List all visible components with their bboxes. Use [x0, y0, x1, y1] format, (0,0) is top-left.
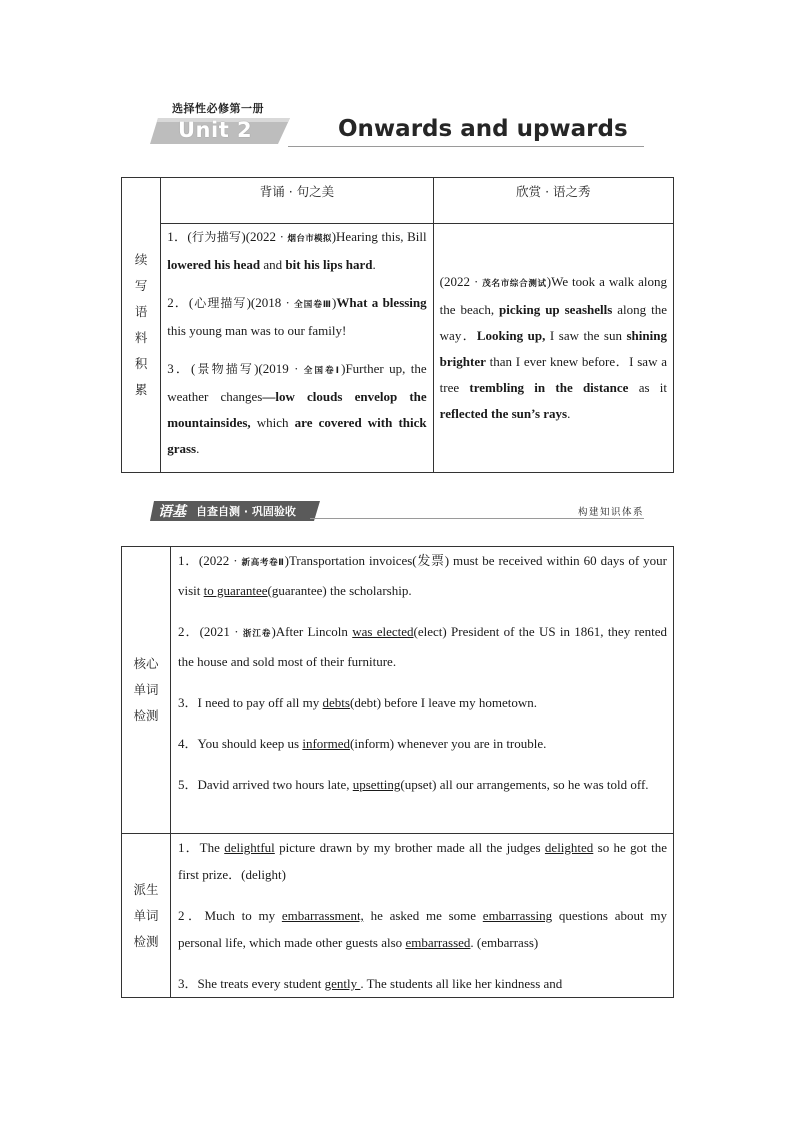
core-item [178, 771, 667, 798]
series-label: 选择性必修第一册 [172, 102, 264, 115]
text: . [372, 257, 376, 272]
side-char: 写 [134, 278, 148, 293]
side-label-vertical [122, 247, 160, 403]
text: (inform) whenever you are in trouble. [350, 736, 547, 751]
highlight: reflected the sun’s rays [439, 406, 568, 421]
text: this young man was to our family! [167, 323, 347, 338]
side-char: 语 [134, 304, 148, 319]
item-number: 2．( [167, 295, 194, 310]
recite-column-header: 背诵 · 句之美 [161, 178, 433, 224]
banner-tag: 语基 [158, 504, 186, 520]
text: 1．(2022 · [178, 553, 242, 568]
item-number: 1．( [167, 229, 192, 244]
text: 1．The [178, 840, 225, 855]
text: )Transportation invoices(发票) must be received within 60 days of your visit [178, 553, 667, 598]
item-type: 景物描写 [195, 362, 255, 376]
unit-tab [150, 116, 288, 144]
text: I saw the sun [545, 328, 627, 343]
side-char: 积 [134, 356, 148, 371]
core-item [178, 547, 667, 604]
text: questions about my personal life, which made other guests also [178, 908, 667, 950]
text: )Hearing this, Bill [331, 229, 427, 244]
text: . The students all like her kindness and [360, 976, 563, 991]
text: he asked me some [363, 908, 483, 923]
derived-side-label [122, 877, 170, 955]
answer: to guarantee [203, 583, 268, 598]
highlight: trembling in the distance [469, 380, 629, 395]
highlight: are covered with thick grass [167, 415, 427, 456]
answer: embarrassing [482, 908, 553, 923]
core-item [178, 689, 667, 716]
highlight: bit his lips hard [285, 257, 373, 272]
text: . (embarrass) [470, 935, 539, 950]
answer: embarrassed [405, 935, 471, 950]
side-line: 核心 [133, 656, 159, 671]
side-line: 单词 [133, 907, 159, 923]
item-source: 新高考卷Ⅱ [241, 558, 285, 568]
text: 4．You should keep us [178, 736, 303, 751]
side-char: 累 [134, 382, 148, 397]
answer: embarrassment, [281, 908, 364, 923]
text: (guarantee) the scholarship. [267, 583, 412, 598]
core-words-row [122, 547, 674, 834]
banner-right-label: 构建知识体系 [577, 507, 644, 518]
text: (debt) before I leave my hometown. [349, 695, 537, 710]
item-source: 全国卷Ⅰ [303, 366, 342, 376]
derived-side-cell [122, 834, 171, 998]
recite-item [167, 224, 426, 278]
item-type: 行为描写 [191, 230, 242, 244]
highlight: Looking up, [476, 328, 546, 343]
item-source: 浙江卷 [242, 629, 272, 639]
text: 2．Much to my [178, 908, 282, 923]
text: as it [628, 380, 667, 395]
highlight: lowered his head [167, 257, 261, 272]
text: . [567, 406, 571, 421]
item-number: 3．( [167, 361, 196, 376]
answer: delighted [544, 840, 594, 855]
side-line: 检测 [133, 933, 159, 949]
answer: informed [302, 736, 351, 751]
core-item [178, 618, 667, 675]
section-banner [150, 499, 644, 521]
text: picture drawn by my brother made all the judges [274, 840, 545, 855]
derived-item [178, 970, 667, 997]
answer: upsetting [352, 777, 401, 792]
text: 2．(2021 · [178, 624, 243, 639]
core-side-label [122, 651, 170, 729]
text: )We took a walk along the beach, [439, 274, 667, 317]
derived-words-row [122, 834, 674, 998]
derived-item [178, 902, 667, 956]
derived-items-cell [171, 834, 674, 998]
unit-label: Unit 2 [178, 118, 253, 142]
text: and [260, 257, 286, 272]
item-year: (2022 · [439, 274, 483, 289]
recite-item [167, 290, 426, 344]
highlight: —low clouds envelop the mountainsides, [167, 389, 427, 430]
text: ) [332, 295, 337, 310]
side-char: 续 [134, 252, 148, 267]
answer: was elected [352, 624, 414, 639]
text: (upset) all our arrangements, so he was told off. [400, 777, 649, 792]
word-check-table [121, 546, 674, 998]
item-year: )(2019 · [254, 361, 304, 376]
writing-material-table [121, 177, 674, 473]
recite-item [167, 356, 426, 462]
side-line: 单词 [133, 682, 159, 697]
text: )After Lincoln [271, 624, 353, 639]
text: 3．She treats every student [178, 976, 325, 991]
item-type: 心理描写 [193, 296, 247, 310]
appreciate-passage [440, 269, 667, 427]
text: (elect) President of the US in 1861, they rented the house and sold most of their furniture. [178, 624, 667, 669]
page-header [150, 98, 646, 150]
item-year: )(2022 · [241, 229, 288, 244]
answer: debts [322, 695, 350, 710]
text: )Further up, the weather changes [167, 361, 427, 404]
highlight: picking up seashells [499, 302, 613, 317]
item-year: )(2018 · [246, 295, 295, 310]
text: along the way． [439, 302, 667, 343]
page-title: Onwards and upwards [338, 116, 628, 142]
header-divider [288, 146, 644, 147]
banner-subtitle: 自查自测 · 巩固验收 [196, 505, 296, 518]
appreciate-cell [433, 224, 673, 473]
banner-divider [310, 518, 644, 519]
derived-item [178, 834, 667, 888]
highlight: What a blessing [336, 295, 427, 310]
side-label-cell [122, 178, 161, 473]
text: . [196, 441, 200, 456]
item-source: 全国卷Ⅲ [294, 300, 333, 310]
side-line: 派生 [133, 881, 159, 897]
core-item [178, 730, 667, 757]
answer: gently [324, 976, 361, 991]
side-char: 料 [134, 330, 148, 345]
answer: delightful [224, 840, 275, 855]
core-side-cell [122, 547, 171, 834]
item-source: 烟台市模拟 [287, 234, 332, 244]
item-source: 茂名市综合测试 [482, 279, 547, 289]
recite-cell [161, 224, 433, 473]
text: which [250, 415, 295, 430]
core-items-cell [171, 547, 674, 834]
text: so he got the first prize．(delight) [178, 840, 668, 882]
highlight: shining brighter [439, 328, 667, 369]
text: 5．David arrived two hours late, [178, 777, 353, 792]
side-line: 检测 [133, 708, 159, 723]
text: than I ever knew before．I saw a tree [439, 354, 667, 395]
text: 3．I need to pay off all my [178, 695, 323, 710]
appreciate-column-header: 欣赏 · 语之秀 [433, 178, 673, 224]
